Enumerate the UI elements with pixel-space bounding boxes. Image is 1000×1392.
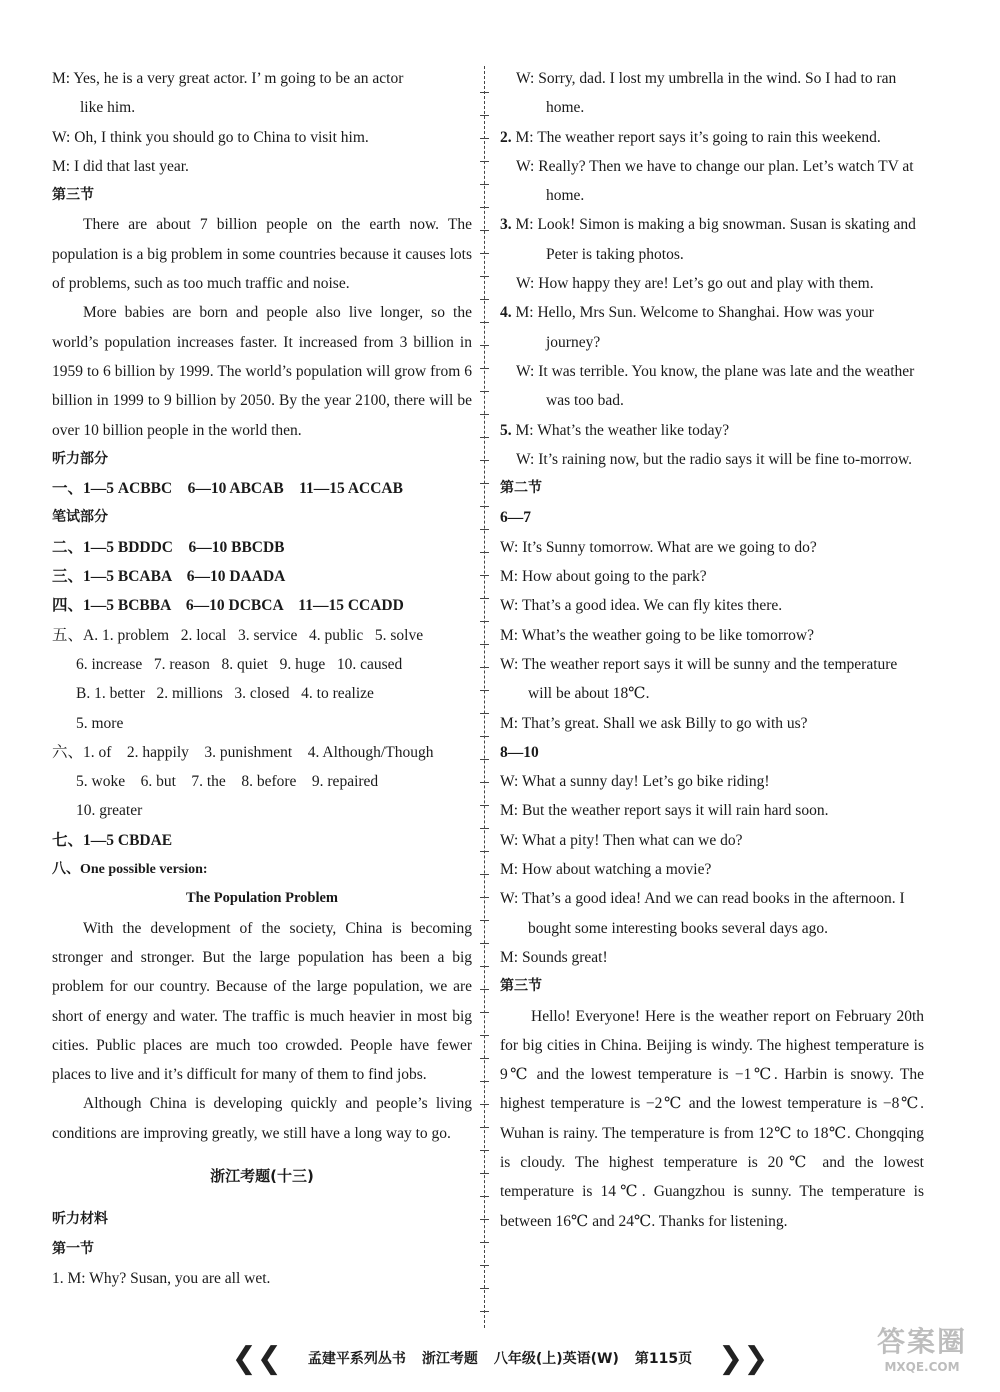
written-heading: 笔试部分: [52, 509, 108, 526]
section-heading: 第三节: [52, 187, 94, 204]
page-footer: [160, 1338, 840, 1378]
page-number: 第115页: [634, 1351, 693, 1367]
book-name: 浙江考题: [421, 1351, 478, 1367]
dialog-line: M: What’s the weather going to be like tomorrow?: [500, 626, 814, 644]
answer-line: 二、1—5 BDDDC 6—10 BBCDB: [52, 538, 285, 556]
answer-line: 八、One possible version:: [52, 862, 208, 878]
column-divider-ticks: [480, 70, 489, 1326]
answer-line: 三、1—5 BCABA 6—10 DAADA: [52, 568, 286, 586]
right-column: [500, 64, 924, 1236]
left-column: [52, 64, 472, 1293]
section-heading: 第一节: [52, 1240, 94, 1257]
section-heading: 第三节: [500, 978, 542, 995]
dialog-line: M: How about going to the park?: [500, 568, 707, 586]
dialog-line: M: I did that last year.: [52, 157, 189, 175]
watermark-logo: 答案圈 MXQE.COM: [876, 1325, 967, 1374]
dialog-line: W: Really? Then we have to change our plan. Let’s watch TV at home.: [516, 157, 914, 205]
dialog-line: W: The weather report says it will be sunny and the temperature will be about 18℃.: [500, 655, 898, 703]
dialog-line: W: Sorry, dad. I lost my umbrella in the wind. So I had to ran home.: [516, 70, 897, 117]
answer-line: 一、1—5 ACBBC 6—10 ABCAB 11—15 ACCAB: [52, 480, 403, 498]
dialog-line: W: How happy they are! Let’s go out and play with them.: [516, 275, 874, 293]
dialog-line: W: It’s raining now, but the radio says it will be fine to-morrow.: [516, 450, 913, 468]
dialog-line: M: But the weather report says it will rain hard soon.: [500, 802, 829, 820]
weather-report-paragraph: Hello! Everyone! Here is the weather report on February 20th for big cities in China. Beijing is windy. The highest temperature is 9℃ and the lowest temperature is −1℃. Harbin is snowy. The highest temperature is −2℃ and the lowest temperature is −8℃. Wuhan is rainy. The temperature is from 12℃ to 18℃. Chongqing is cloudy. The highest temperature is 20℃ and the lowest temperature is 14℃. Guangzhou is sunny. The temperature is between 16℃ and 24℃. Thanks for listening.: [500, 1007, 924, 1230]
answer-line: 10. greater: [76, 802, 143, 820]
dialog-line: like him.: [80, 99, 136, 117]
listening-heading: 听力部分: [52, 450, 108, 467]
material-heading: 听力材料: [52, 1211, 108, 1228]
dialog-line: W: What a pity! Then what can we do?: [500, 831, 743, 849]
dialog-line: 3. M: Look! Simon is making a big snowman. Susan is skating and Peter is taking photos.: [500, 216, 916, 263]
dialog-line: 2. M: The weather report says it’s going to rain this weekend.: [500, 128, 881, 146]
answer-line: 5. more: [76, 714, 124, 732]
passage-paragraph: There are about 7 billion people on the earth now. The population is a big problem in some countries because it causes lots of problems, such as too much traffic and noise.: [52, 216, 472, 293]
group-heading: 6—7: [500, 509, 531, 527]
section-heading: 第二节: [500, 480, 542, 497]
answer-line: B. 1. better 2. millions 3. closed 4. to realize: [76, 685, 374, 703]
dialog-line: 5. M: What’s the weather like today?: [500, 421, 730, 439]
dialog-line: 4. M: Hello, Mrs Sun. Welcome to Shanghai. How was your journey?: [500, 304, 874, 351]
dialog-line: M: That’s great. Shall we ask Billy to go with us?: [500, 714, 808, 732]
dialog-line: W: That’s a good idea! And we can read books in the afternoon. I bought some interesting books several days ago.: [500, 890, 905, 937]
dialog-line: W: It was terrible. You know, the plane was late and the weather was too bad.: [516, 362, 915, 410]
answer-line: 四、1—5 BCBBA 6—10 DCBCA 11—15 CCADD: [52, 597, 404, 615]
essay-paragraph: With the development of the society, China is becoming stronger and stronger. But the large population has been a big problem for our country. Because of the large population, we are short of energy and water. The traffic is much heavier in most big cities. Public places are much too crowded. People have fewer places to live and it’s difficult for many of them to find jobs.: [52, 919, 472, 1084]
chevron-right-icon: ❯❯: [718, 1340, 769, 1376]
exam-title: 浙江考题(十三): [210, 1166, 314, 1185]
dialog-line: M: Sounds great!: [500, 948, 608, 966]
series-name: 孟建平系列丛书: [307, 1351, 406, 1367]
question-line: 1. M: Why? Susan, you are all wet.: [52, 1269, 271, 1287]
answer-line: 六、1. of 2. happily 3. punishment 4. Although/Though: [52, 743, 434, 761]
essay-paragraph: Although China is developing quickly and people’s living conditions are improving greatly, we still have a long way to go.: [52, 1095, 472, 1142]
dialog-line: W: What a sunny day! Let’s go bike riding!: [500, 773, 770, 791]
answer-line: 五、A. 1. problem 2. local 3. service 4. public 5. solve: [52, 626, 424, 644]
chevron-left-icon: ❮❮: [231, 1340, 282, 1376]
dialog-line: W: Oh, I think you should go to China to visit him.: [52, 128, 369, 146]
dialog-line: W: That’s a good idea. We can fly kites there.: [500, 597, 783, 615]
answer-line: 七、1—5 CBDAE: [52, 831, 173, 849]
answer-line: 5. woke 6. but 7. the 8. before 9. repaired: [76, 773, 379, 791]
group-heading: 8—10: [500, 743, 539, 761]
dialog-line: M: How about watching a movie?: [500, 861, 712, 879]
answer-line: 6. increase 7. reason 8. quiet 9. huge 10. caused: [76, 655, 403, 673]
grade-subject: 八年级(上)英语(W): [493, 1351, 619, 1367]
dialog-line: W: It’s Sunny tomorrow. What are we going to do?: [500, 538, 817, 556]
essay-title: The Population Problem: [186, 890, 338, 907]
passage-paragraph: More babies are born and people also live longer, so the world’s population increases faster. It increased from 3 billion in 1959 to 6 billion by 1999. The world’s population will grow from 6 billion in 1999 to 9 billion by 2050. By the year 2100, there will be over 10 billion people in the world then.: [52, 304, 472, 439]
dialog-line: M: Yes, he is a very great actor. I’ m going to be an actor: [52, 70, 404, 87]
